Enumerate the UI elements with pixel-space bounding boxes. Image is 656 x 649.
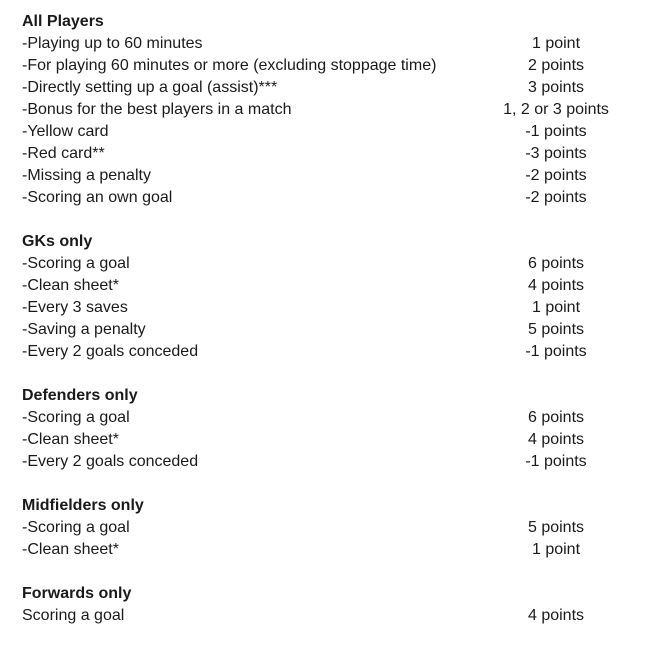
rule-label: -Clean sheet* — [22, 431, 119, 448]
rule-label: -Every 2 goals conceded — [22, 453, 199, 470]
rule-label: -Every 3 saves — [22, 299, 128, 316]
rule-points: 4 points — [527, 277, 585, 294]
rule-row — [22, 99, 634, 121]
rule-points: 6 points — [527, 409, 585, 426]
rule-points: 6 points — [527, 255, 585, 272]
rule-points: -1 points — [525, 123, 587, 140]
rule-points: 2 points — [527, 57, 585, 74]
rule-points: -3 points — [525, 145, 587, 162]
rule-points: 1 point — [531, 541, 581, 558]
rule-row — [22, 517, 634, 539]
rule-row — [22, 77, 634, 99]
rule-row — [22, 165, 634, 187]
rule-points: -2 points — [525, 167, 587, 184]
rule-label: -Scoring a goal — [22, 519, 130, 536]
rule-label: -Red card** — [22, 145, 105, 162]
section-heading: All Players — [22, 13, 104, 30]
rules-section — [22, 231, 634, 363]
scoring-rules-document — [22, 11, 634, 649]
rule-points: 5 points — [527, 519, 585, 536]
rule-row — [22, 341, 634, 363]
rule-label: -Scoring a goal — [22, 409, 130, 426]
section-heading: Defenders only — [22, 387, 138, 404]
rule-row — [22, 55, 634, 77]
rule-label: -Directly setting up a goal (assist)*** — [22, 79, 278, 96]
rule-row — [22, 275, 634, 297]
rules-section — [22, 385, 634, 473]
rule-label: -Bonus for the best players in a match — [22, 101, 292, 118]
rule-label: -Scoring an own goal — [22, 189, 173, 206]
rule-label: -Clean sheet* — [22, 541, 119, 558]
rule-row — [22, 297, 634, 319]
rule-points: 1, 2 or 3 points — [503, 101, 609, 118]
rules-section — [22, 11, 634, 209]
rule-label: Scoring a goal — [22, 607, 125, 624]
rule-row — [22, 187, 634, 209]
rule-row — [22, 429, 634, 451]
rule-points: 5 points — [527, 321, 585, 338]
rule-label: -Playing up to 60 minutes — [22, 35, 203, 52]
rule-row — [22, 407, 634, 429]
rule-row — [22, 319, 634, 341]
rule-label: -Saving a penalty — [22, 321, 146, 338]
rule-row — [22, 539, 634, 561]
rule-label: -Clean sheet* — [22, 277, 119, 294]
rule-label: -Every 2 goals conceded — [22, 343, 199, 360]
rule-row — [22, 143, 634, 165]
rules-section — [22, 495, 634, 561]
section-heading: Midfielders only — [22, 497, 144, 514]
rule-label: -Missing a penalty — [22, 167, 151, 184]
rule-points: 3 points — [527, 79, 585, 96]
section-heading: GKs only — [22, 233, 93, 250]
rule-row — [22, 253, 634, 275]
rule-label: -Scoring a goal — [22, 255, 130, 272]
rule-row — [22, 121, 634, 143]
rule-label: -For playing 60 minutes or more (excluding stoppage time) — [22, 57, 437, 74]
rule-points: 1 point — [531, 35, 581, 52]
rule-points: -2 points — [525, 189, 587, 206]
rule-points: 4 points — [527, 431, 585, 448]
rule-row — [22, 605, 634, 627]
rule-points: 4 points — [527, 607, 585, 624]
rule-points: 1 point — [531, 299, 581, 316]
rule-points: -1 points — [525, 453, 587, 470]
rule-points: -1 points — [525, 343, 587, 360]
section-heading: Forwards only — [22, 585, 132, 602]
rule-label: -Yellow card — [22, 123, 109, 140]
rule-row — [22, 33, 634, 55]
rules-section — [22, 583, 634, 627]
rule-row — [22, 451, 634, 473]
